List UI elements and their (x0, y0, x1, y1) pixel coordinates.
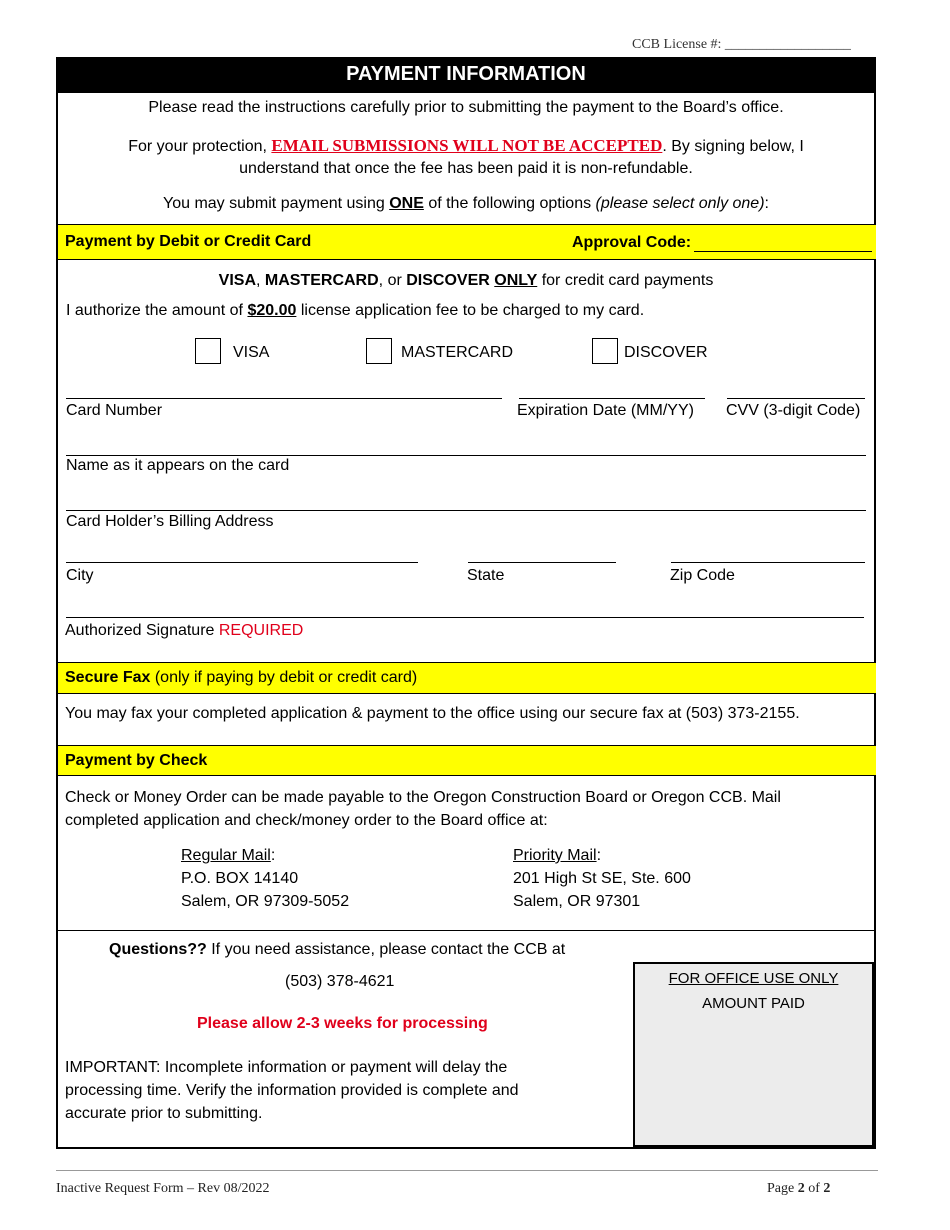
check-line-2: completed application and check/money order to the Board office at: (65, 812, 548, 829)
name-label: Name as it appears on the card (66, 457, 290, 474)
office-use-box (633, 962, 874, 1147)
check-section-title: Payment by Check (65, 752, 208, 769)
authorize-text: license application fee to be charged to my card. (296, 302, 645, 319)
divider (58, 693, 876, 694)
questions-label: Questions?? (109, 941, 207, 958)
priority-mail-line-1: 201 High St SE, Ste. 600 (513, 870, 691, 887)
state-field[interactable] (468, 562, 616, 563)
authorize-text: I authorize the amount of (66, 302, 248, 319)
divider (58, 930, 876, 931)
visa-option-label: VISA (233, 344, 270, 361)
intro-text: . By signing below, I (662, 138, 804, 155)
important-line-3: accurate prior to submitting. (65, 1105, 263, 1122)
intro-line-3: understand that once the fee has been paid it is non-refundable. (239, 160, 693, 177)
address-field[interactable] (66, 510, 866, 511)
one-emphasis: ONE (389, 195, 424, 212)
discover-text: DISCOVER (406, 272, 490, 289)
signature-text: Authorized Signature (65, 622, 219, 639)
visa-text: VISA (218, 272, 256, 289)
fee-amount: $20.00 (247, 302, 297, 319)
priority-mail-label: Priority Mail (513, 847, 597, 864)
discover-option-label: DISCOVER (624, 344, 708, 361)
address-label: Card Holder’s Billing Address (66, 513, 274, 530)
page-current: 2 (797, 1181, 805, 1196)
divider (58, 259, 876, 260)
check-section-header (58, 746, 876, 775)
regular-mail-line-1: P.O. BOX 14140 (181, 870, 299, 887)
required-flag: REQUIRED (218, 622, 304, 639)
mastercard-text: MASTERCARD (264, 272, 379, 289)
intro-line-2 (58, 135, 874, 158)
page-total: 2 (823, 1181, 831, 1196)
form-revision: Inactive Request Form – Rev 08/2022 (56, 1181, 270, 1196)
ccb-phone: (503) 378-4621 (285, 973, 395, 990)
ccb-license-field[interactable]: CCB License #: __________________ (632, 37, 851, 52)
card-section-header (58, 225, 876, 259)
card-types-text: , (256, 272, 265, 289)
authorize-line (66, 302, 644, 320)
name-field[interactable] (66, 455, 866, 456)
cvv-field[interactable] (727, 398, 865, 399)
important-line-2: processing time. Verify the information provided is complete and (65, 1082, 519, 1099)
regular-mail-line-2: Salem, OR 97309-5052 (181, 893, 350, 910)
regular-mail-heading (181, 844, 349, 867)
email-warning: EMAIL SUBMISSIONS WILL NOT BE ACCEPTED (271, 136, 663, 155)
card-number-label: Card Number (66, 402, 163, 419)
check-line-1: Check or Money Order can be made payable to the Oregon Construction Board or Oregon CCB. Mail (65, 789, 781, 806)
priority-mail-line-2: Salem, OR 97301 (513, 893, 641, 910)
zip-label: Zip Code (670, 567, 735, 584)
page-text: of (804, 1181, 824, 1196)
amount-paid-label: AMOUNT PAID (702, 995, 805, 1012)
fax-title: Secure Fax (65, 669, 151, 686)
expiration-field[interactable] (519, 398, 705, 399)
priority-mail-heading (513, 844, 691, 867)
intro-text: : (764, 195, 769, 212)
expiration-label: Expiration Date (MM/YY) (517, 402, 694, 419)
mastercard-option-label: MASTERCARD (401, 344, 514, 361)
visa-checkbox[interactable] (195, 338, 221, 364)
approval-code-label: Approval Code: (572, 234, 692, 251)
approval-code-field[interactable] (694, 251, 872, 252)
state-label: State (467, 567, 505, 584)
zip-field[interactable] (671, 562, 865, 563)
regular-mail-block (181, 844, 349, 913)
card-types-text: for credit card payments (537, 272, 714, 289)
signature-field[interactable] (66, 617, 864, 618)
page-title: PAYMENT INFORMATION (56, 57, 876, 93)
footer-divider (56, 1170, 878, 1171)
intro-text: of the following options (423, 195, 596, 212)
intro-text: For your protection, (128, 138, 272, 155)
signature-label (65, 622, 303, 640)
questions-line (109, 941, 565, 959)
regular-mail-label: Regular Mail (181, 847, 271, 864)
cvv-label: CVV (3-digit Code) (726, 402, 861, 419)
regular-mail-colon: : (270, 847, 276, 864)
page-number (767, 1181, 830, 1197)
important-line-1: IMPORTANT: Incomplete information or payment will delay the (65, 1059, 508, 1076)
office-use-title: FOR OFFICE USE ONLY (668, 970, 839, 987)
card-types-line (58, 270, 874, 292)
divider (58, 775, 876, 776)
priority-mail-block (513, 844, 691, 913)
processing-time-note: Please allow 2-3 weeks for processing (197, 1015, 488, 1032)
card-types-text: , or (378, 272, 407, 289)
only-text: ONLY (494, 272, 538, 289)
fax-subtitle: (only if paying by debit or credit card) (150, 669, 418, 686)
card-number-field[interactable] (66, 398, 502, 399)
intro-text: You may submit payment using (163, 195, 390, 212)
priority-mail-colon: : (596, 847, 602, 864)
discover-checkbox[interactable] (592, 338, 618, 364)
fax-section-header (58, 663, 876, 693)
city-label: City (66, 567, 94, 584)
card-section-title: Payment by Debit or Credit Card (65, 233, 312, 250)
mastercard-checkbox[interactable] (366, 338, 392, 364)
important-note (65, 1056, 519, 1125)
intro-line-1: Please read the instructions carefully prior to submitting the payment to the Board’s office. (148, 99, 784, 116)
fax-text: You may fax your completed application & payment to the office using our secure fax at (503) 373-2155. (65, 705, 800, 722)
city-field[interactable] (66, 562, 418, 563)
select-one-note: (please select only one) (595, 195, 765, 212)
questions-text: If you need assistance, please contact the CCB at (206, 941, 566, 958)
page-text: Page (767, 1181, 798, 1196)
intro-line-4 (58, 193, 874, 215)
